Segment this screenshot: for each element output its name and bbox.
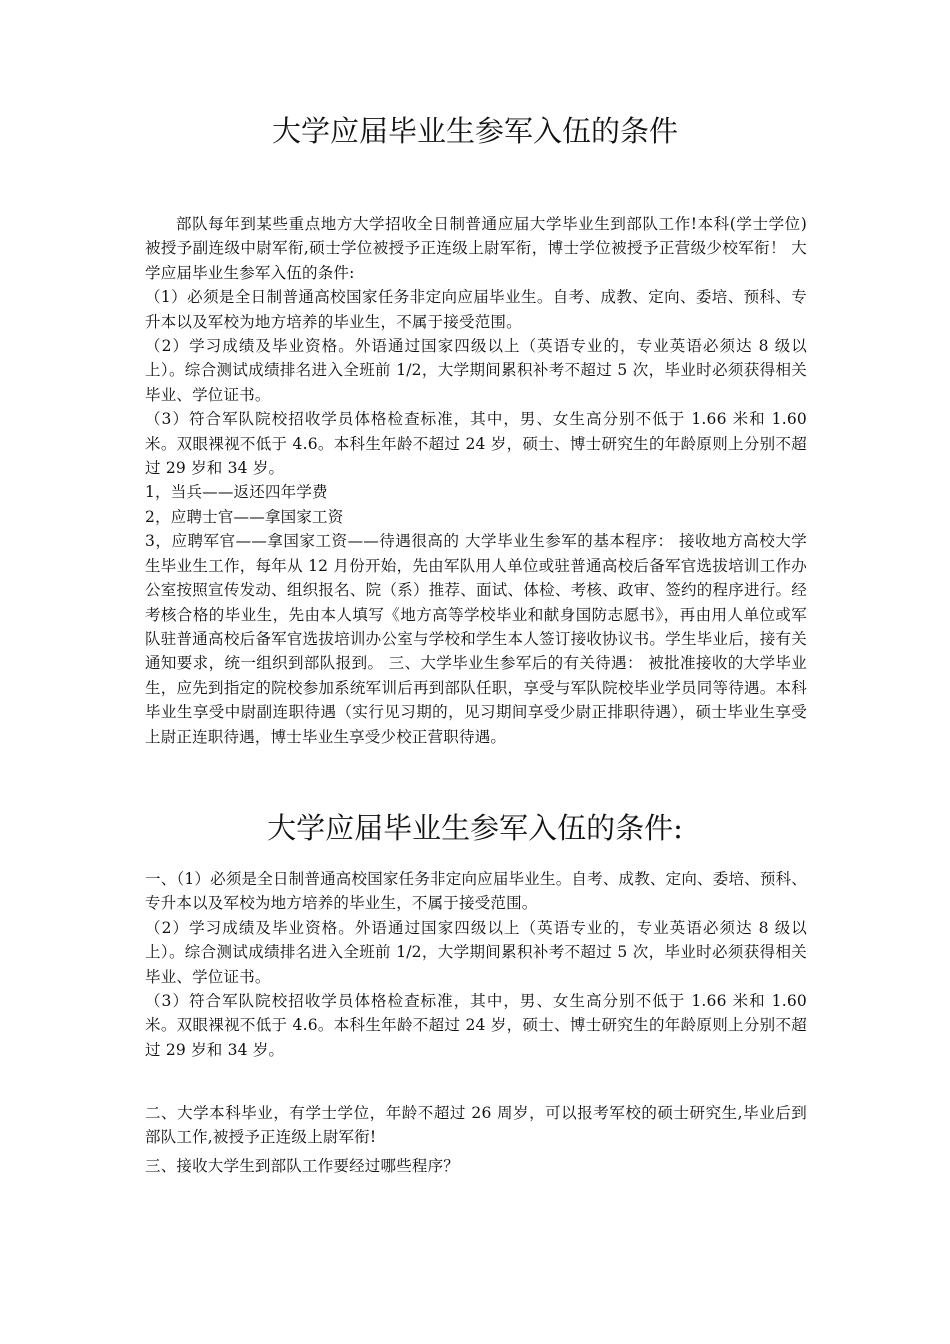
section-1 [145,212,807,749]
condition-1: （1）必须是全日制普通高校国家任务非定向应届毕业生。自考、成教、定向、委培、预科、专升本以及军校为地方培养的毕业生，不属于接受范围。 [145,288,807,331]
benefit-line-1: 1，当兵——返还四年学费 [145,483,328,502]
page-title: 大学应届毕业生参军入伍的条件 [271,114,678,148]
intro-paragraph: 部队每年到某些重点地方大学招收全日制普通应届大学毕业生到部队工作!本科(学士学位)被授予副连级中尉军衔,硕士学位被授予正连级上尉军衔，博士学位被授予正营级少校军衔！ 大学应届毕业生参军入伍的条件: [145,215,807,282]
benefit-line-3: 3，应聘军官——拿国家工资——待遇很高的 大学毕业生参军的基本程序： 接收地方高校大学生毕业生工作，每年从 12 月份开始，先由军队用人单位或驻普通高校后备军官选拔培训工作办公室按照宣传发动、组织报名、院（系）推荐、面试、体检、考核、政审、签约的程序进行。经考核合格的毕业生，先由本人填写《地方高等学校毕业和献身国防志愿书》，再由用人单位或军队驻普通高校后备军官选拔培训办公室与学校和学生本人签订接收协议书。学生毕业后，接有关通知要求，统一组织到部队报到。 三、大学毕业生参军后的有关待遇： 被批准接收的大学毕业生，应先到指定的院校参加系统军训后再到部队任职，享受与军队院校毕业学员同等待遇。本科毕业生享受中尉副连职待遇（实行见习期的，见习期间享受少尉正排职待遇），硕士毕业生享受上尉正连职待遇，博士毕业生享受少校正营职待遇。 [145,532,807,746]
condition-2-4: 二、大学本科毕业，有学士学位，年龄不超过 26 周岁，可以报考军校的硕士研究生,毕业后到部队工作,被授予正连级上尉军衔! [145,1104,807,1147]
section-2-point-2 [145,1101,807,1150]
section-title-2: 大学应届毕业生参军入伍的条件: [267,811,683,845]
condition-2: （2）学习成绩及毕业资格。外语通过国家四级以上（英语专业的，专业英语必须达 8 级以上）。综合测试成绩排名进入全班前 1/2，大学期间累积补考不超过 5 次，毕业时必须获得相关毕业、学位证书。 [145,337,807,404]
condition-2-2: （2）学习成绩及毕业资格。外语通过国家四级以上（英语专业的，专业英语必须达 8 级以上）。综合测试成绩排名进入全班前 1/2，大学期间累积补考不超过 5 次，毕业时必须获得相关毕业、学位证书。 [145,918,807,986]
benefit-line-2: 2，应聘士官——拿国家工资 [145,507,344,526]
section-2 [145,867,807,1062]
condition-2-3: （3）符合军队院校招收学员体格检查标准，其中，男、女生高分别不低于 1.66 米和 1.60 米。双眼裸视不低于 4.6。本科生年龄不超过 24 岁，硕士、博士研究生的年龄原则上分别不超过 29 岁和 34 岁。 [145,992,807,1059]
section-2-point-3 [145,1154,807,1178]
condition-2-5: 三、接收大学生到部队工作要经过哪些程序？ [145,1157,460,1175]
condition-3: （3）符合军队院校招收学员体格检查标准，其中，男、女生高分别不低于 1.66 米和 1.60 米。双眼裸视不低于 4.6。本科生年龄不超过 24 岁，硕士、博士研究生的年龄原则上分别不超过 29 岁和 34 岁。 [145,410,807,478]
condition-2-1: 一、（1）必须是全日制普通高校国家任务非定向应届毕业生。自考、成教、定向、委培、预科、专升本以及军校为地方培养的毕业生，不属于接受范围。 [145,870,807,913]
